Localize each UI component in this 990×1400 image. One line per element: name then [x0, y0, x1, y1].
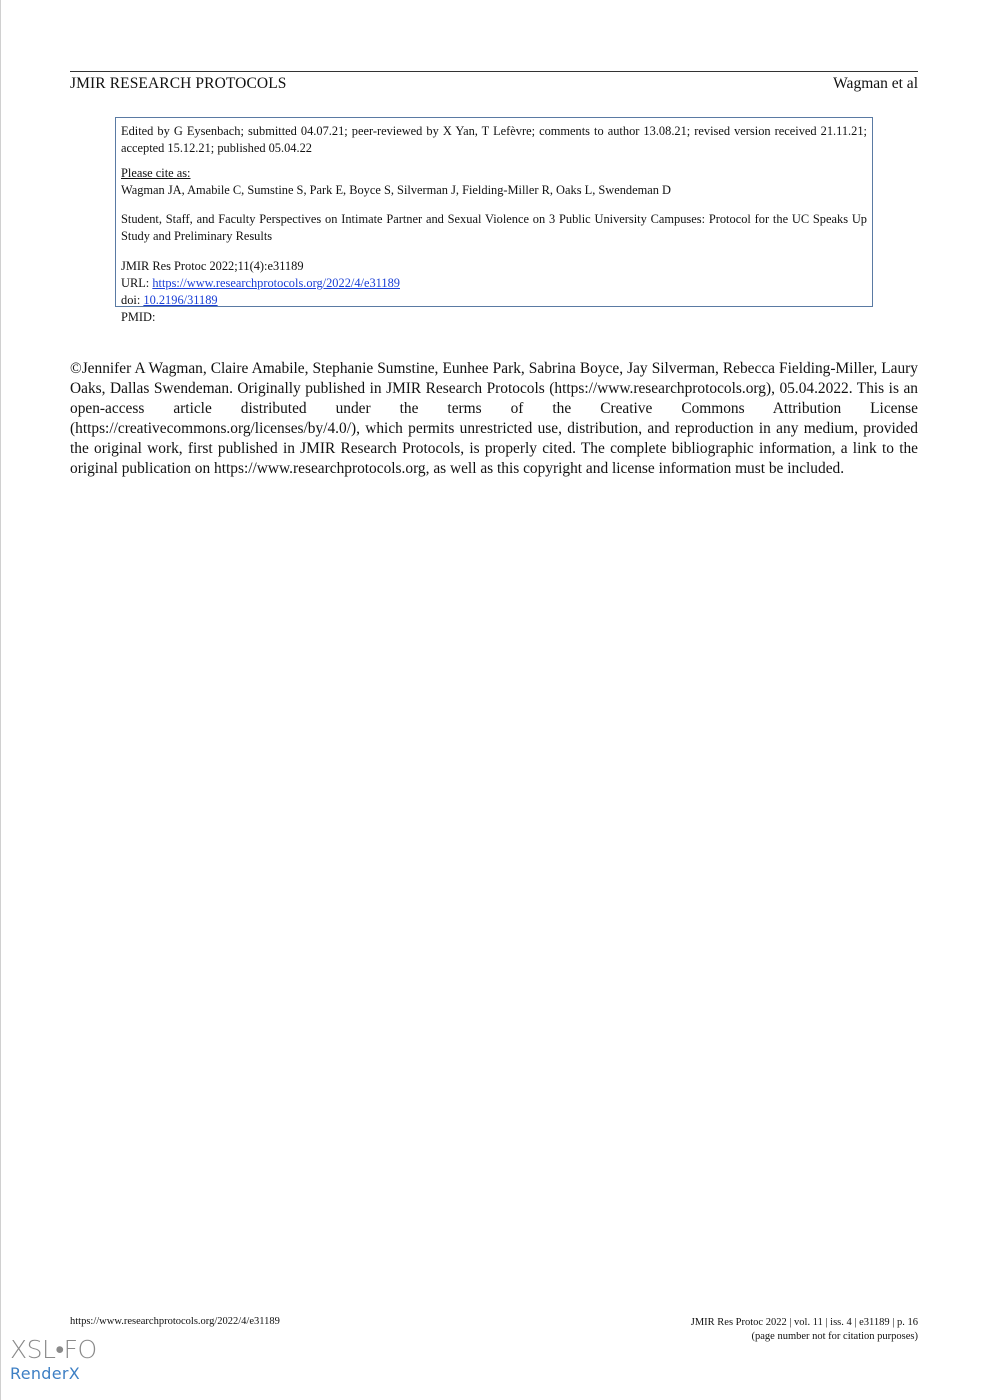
footer-citation-block [691, 1316, 918, 1344]
page-edge [0, 0, 1, 1400]
please-cite-label [121, 165, 867, 182]
citation-url-link[interactable]: https://www.researchprotocols.org/2022/4/e31189 [152, 275, 400, 290]
citation-url-line [121, 275, 867, 292]
citation-doi-line [121, 292, 867, 309]
citation-doi-link[interactable]: 10.2196/31189 [143, 292, 218, 307]
citation-pmid: PMID: [121, 309, 156, 324]
renderx-logo-text: RenderX [10, 1364, 81, 1383]
editorial-history: Edited by G Eysenbach; submitted 04.07.21; peer-reviewed by X Yan, T Lefèvre; comments to author 13.08.21; revised version received 21.11.21; accepted 15.12.21; published 05.04.22 [121, 124, 867, 155]
header-rule [70, 71, 918, 72]
doi-label: doi: [121, 292, 144, 307]
xslfo-logo-text: XSL•FO [10, 1335, 97, 1364]
renderx-logo [10, 1336, 97, 1384]
license-paragraph: ©Jennifer A Wagman, Claire Amabile, Stephanie Sumstine, Eunhee Park, Sabrina Boyce, Jay Silverman, Rebecca Fielding-Miller, Laury Oaks, Dallas Swendeman. Originally published in JMIR Research Protocols (https://www.researchprotocols.org), 05.04.2022. This is an open-access article distributed under the terms of the Creative Commons Attribution License (https://creativecommons.org/licenses/by/4.0/), which permits unrestricted use, distribution, and reproduction in any medium, provided the original work, first published in JMIR Research Protocols, is properly cited. The complete bibliographic information, a link to the original publication on https://www.researchprotocols.org, as well as this copyright and license information must be included. [70, 360, 918, 477]
footer-note: (page number not for citation purposes) [751, 1331, 918, 1342]
footer-url: https://www.researchprotocols.org/2022/4/e31189 [70, 1316, 280, 1327]
url-label: URL: [121, 275, 153, 290]
journal-header: JMIR RESEARCH PROTOCOLS [70, 75, 287, 92]
authors-header: Wagman et al [833, 75, 918, 92]
citation-authors: Wagman JA, Amabile C, Sumstine S, Park E, Boyce S, Silverman J, Fielding-Miller R, Oaks L, Swendeman D [121, 183, 671, 197]
please-cite-text: Please cite as: [121, 166, 191, 180]
citation-box [115, 117, 873, 324]
footer-citation: JMIR Res Protoc 2022 | vol. 11 | iss. 4 | e31189 | p. 16 [690, 1317, 918, 1328]
citation-journal-ref: JMIR Res Protoc 2022;11(4):e31189 [121, 258, 304, 273]
citation-title: Student, Staff, and Faculty Perspectives on Intimate Partner and Sexual Violence on 3 Public University Campuses: Protocol for the UC Speaks Up Study and Preliminary Results [121, 212, 867, 244]
